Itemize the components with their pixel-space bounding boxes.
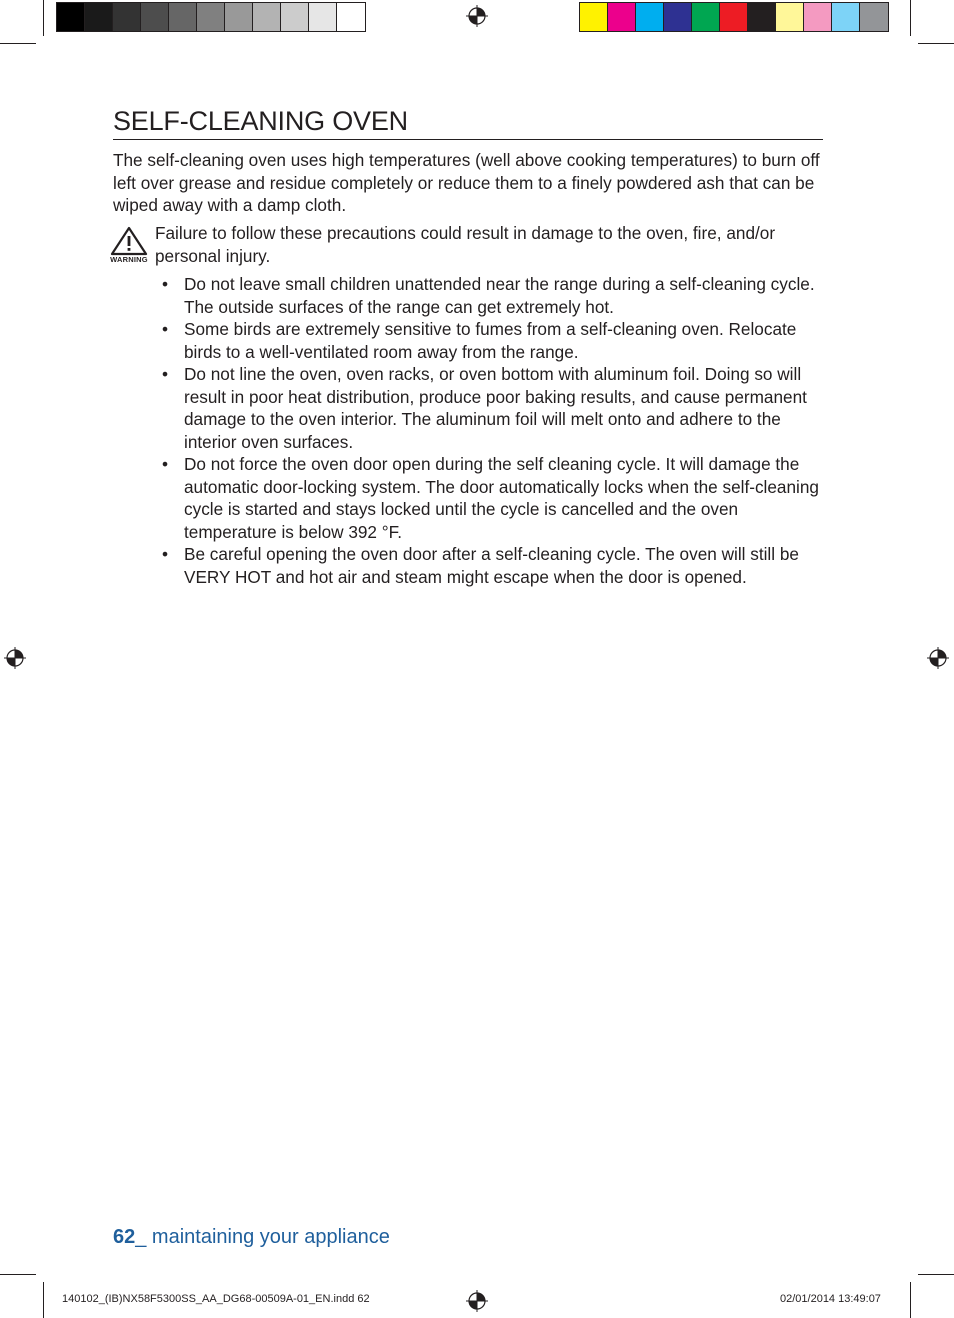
color-swatch [636, 3, 664, 31]
color-swatch [85, 3, 113, 31]
color-swatch [337, 3, 365, 31]
color-swatch [692, 3, 720, 31]
list-item-text: Do not line the oven, oven racks, or oven bottom with aluminum foil. Doing so will result in poor heat distribution, produce poor baking results, and cause permanent damage to the oven interior. The aluminum foil will melt onto and adhere to the interior oven surfaces. [184, 364, 807, 452]
print-slug-file: 140102_(IB)NX58F5300SS_AA_DG68-00509A-01_EN.indd 62 [62, 1293, 370, 1305]
color-swatch [197, 3, 225, 31]
crop-mark [43, 1282, 44, 1318]
print-slug-date: 02/01/2014 13:49:07 [780, 1293, 881, 1305]
bullet-icon: • [162, 319, 169, 339]
warning-text: Failure to follow these precautions could result in damage to the oven, fire, and/or personal injury. [155, 223, 776, 266]
list-item-text: Be careful opening the oven door after a self-cleaning cycle. The oven will still be VERY HOT and hot air and steam might escape when the door is opened. [184, 544, 799, 587]
list-item [160, 363, 825, 453]
color-swatch [253, 3, 281, 31]
crop-mark [0, 43, 36, 44]
color-swatch [608, 3, 636, 31]
list-item [160, 273, 825, 318]
bullet-icon: • [162, 544, 169, 564]
crop-mark [910, 1282, 911, 1318]
section-title: SELF-CLEANING OVEN [113, 104, 823, 140]
color-swatch [776, 3, 804, 31]
list-item [160, 318, 825, 363]
crop-mark [918, 1274, 954, 1275]
list-item [160, 543, 825, 588]
crop-mark [910, 0, 911, 36]
bullet-icon: • [162, 274, 169, 294]
color-swatch [832, 3, 860, 31]
color-swatch [57, 3, 85, 31]
color-swatch [309, 3, 337, 31]
bullet-icon: • [162, 364, 169, 384]
grayscale-color-bar [56, 2, 366, 32]
color-swatch [804, 3, 832, 31]
process-color-bar [579, 2, 889, 32]
intro-paragraph: The self-cleaning oven uses high temperatures (well above cooking temperatures) to burn off left over grease and residue completely or reduce them to a finely powdered ash that can be wiped away with a damp cloth. [113, 150, 820, 215]
color-swatch [169, 3, 197, 31]
crop-mark [918, 43, 954, 44]
color-swatch [281, 3, 309, 31]
color-swatch [748, 3, 776, 31]
warning-label: WARNING [110, 255, 148, 264]
registration-mark-icon [466, 1290, 488, 1312]
list-item-text: Some birds are extremely sensitive to fumes from a self-cleaning oven. Relocate birds to a well-ventilated room away from the range. [184, 319, 797, 362]
registration-mark-icon [466, 5, 488, 27]
crop-mark [0, 1274, 36, 1275]
color-swatch [720, 3, 748, 31]
list-item-text: Do not force the oven door open during the self cleaning cycle. It will damage the automatic door-locking system. The door automatically locks when the self-cleaning cycle is started and stays locked until the cycle is cancelled and the oven temperature is below 392 °F. [184, 454, 819, 542]
page-number: 62 [113, 1226, 136, 1248]
color-swatch [580, 3, 608, 31]
registration-mark-icon [4, 647, 26, 669]
registration-mark-icon [927, 647, 949, 669]
color-swatch [860, 3, 888, 31]
color-swatch [664, 3, 692, 31]
bullet-icon: • [162, 454, 169, 474]
color-swatch [141, 3, 169, 31]
list-item [160, 453, 825, 543]
page-footer [113, 1226, 390, 1249]
color-swatch [113, 3, 141, 31]
page-section-label: _ maintaining your appliance [135, 1226, 390, 1248]
color-swatch [225, 3, 253, 31]
list-item-text: Do not leave small children unattended near the range during a self-cleaning cycle. The outside surfaces of the range can get extremely hot. [184, 274, 815, 317]
precautions-list [160, 273, 825, 588]
crop-mark [43, 0, 44, 36]
